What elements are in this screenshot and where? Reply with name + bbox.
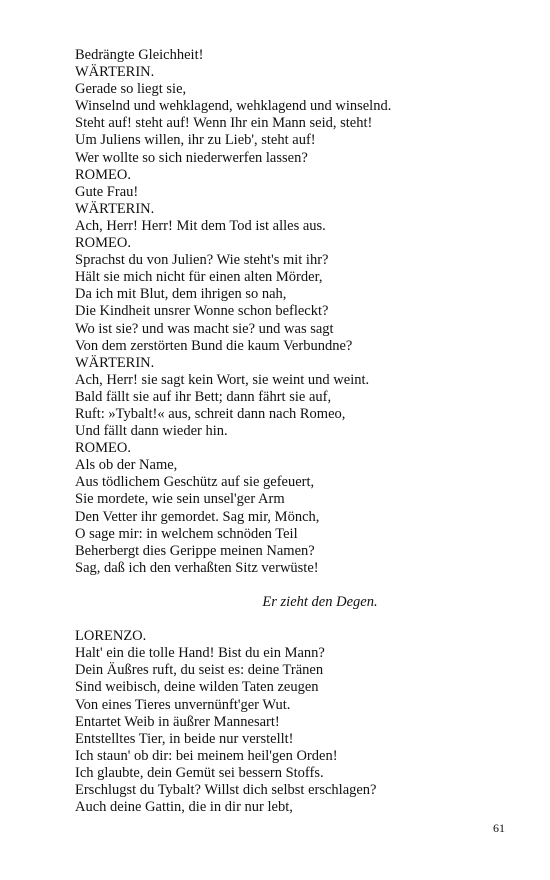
text-line: WÄRTERIN. — [75, 200, 155, 217]
text-line: Bald fällt sie auf ihr Bett; dann fährt sie auf, — [75, 388, 332, 405]
text-line: Dein Äußres ruft, du seist es: deine Tränen — [75, 662, 324, 679]
text-line: Halt' ein die tolle Hand! Bist du ein Mann? — [75, 645, 325, 662]
text-line: Winselnd und wehklagend, wehklagend und winselnd. — [75, 98, 392, 115]
text-line: LORENZO. — [75, 628, 147, 645]
text-line: Hält sie mich nicht für einen alten Mörder, — [75, 269, 323, 286]
text-line: Sprachst du von Julien? Wie steht's mit ihr? — [75, 252, 329, 269]
text-line: Entstelltes Tier, in beide nur verstellt! — [75, 730, 294, 747]
text-line: O sage mir: in welchem schnöden Teil — [75, 525, 298, 542]
text-line: Entartet Weib in äußrer Mannesart! — [75, 713, 280, 730]
text-line: Und fällt dann wieder hin. — [75, 423, 228, 440]
text-line: Ach, Herr! sie sagt kein Wort, sie weint und weint. — [75, 371, 370, 388]
text-line: Steht auf! steht auf! Wenn Ihr ein Mann seid, steht! — [75, 115, 373, 132]
text-line: ROMEO. — [75, 166, 131, 183]
text-line: Wo ist sie? und was macht sie? und was sagt — [75, 320, 334, 337]
text-line: Ich staun' ob dir: bei meinem heil'gen Orden! — [75, 747, 338, 764]
text-line: Den Vetter ihr gemordet. Sag mir, Mönch, — [75, 508, 320, 525]
stage-direction: Er zieht den Degen. — [262, 594, 378, 610]
text-line: Sie mordete, wie sein unsel'ger Arm — [75, 491, 285, 508]
text-line: Von eines Tieres unvernünft'ger Wut. — [75, 696, 291, 713]
text-line: Ich glaubte, dein Gemüt sei bessern Stoffs. — [75, 764, 324, 781]
text-line: Gerade so liegt sie, — [75, 81, 187, 98]
text-line: ROMEO. — [75, 235, 131, 252]
text-line: WÄRTERIN. — [75, 354, 155, 371]
text-line: Erschlugst du Tybalt? Willst dich selbst erschlagen? — [75, 782, 377, 799]
text-line: Sind weibisch, deine wilden Taten zeugen — [75, 679, 319, 696]
text-line: Sag, daß ich den verhaßten Sitz verwüste! — [75, 559, 319, 576]
text-line: Auch deine Gattin, die in dir nur lebt, — [75, 799, 293, 816]
text-line: Ach, Herr! Herr! Mit dem Tod ist alles aus. — [75, 217, 326, 234]
text-block — [75, 47, 515, 816]
text-line: Bedrängte Gleichheit! — [75, 47, 204, 63]
text-line: Gute Frau! — [75, 183, 139, 200]
text-line: Von dem zerstörten Bund die kaum Verbundne? — [75, 337, 353, 354]
page-number: 61 — [493, 821, 505, 835]
text-line: Ruft: »Tybalt!« aus, schreit dann nach Romeo, — [75, 405, 346, 422]
text-line: WÄRTERIN. — [75, 64, 155, 81]
text-line: Als ob der Name, — [75, 457, 178, 474]
text-line: Wer wollte so sich niederwerfen lassen? — [75, 149, 308, 166]
dialogue-after-stage-direction — [75, 628, 515, 816]
text-line: Aus tödlichem Geschütz auf sie gefeuert, — [75, 474, 315, 491]
text-line: ROMEO. — [75, 440, 131, 457]
dialogue-before-stage-direction — [75, 47, 515, 577]
text-line: Da ich mit Blut, dem ihrigen so nah, — [75, 286, 287, 303]
text-line: Beherbergt dies Gerippe meinen Namen? — [75, 542, 315, 559]
text-line: Die Kindheit unsrer Wonne schon befleckt? — [75, 303, 329, 320]
text-line: Um Juliens willen, ihr zu Lieb', steht auf! — [75, 132, 316, 149]
